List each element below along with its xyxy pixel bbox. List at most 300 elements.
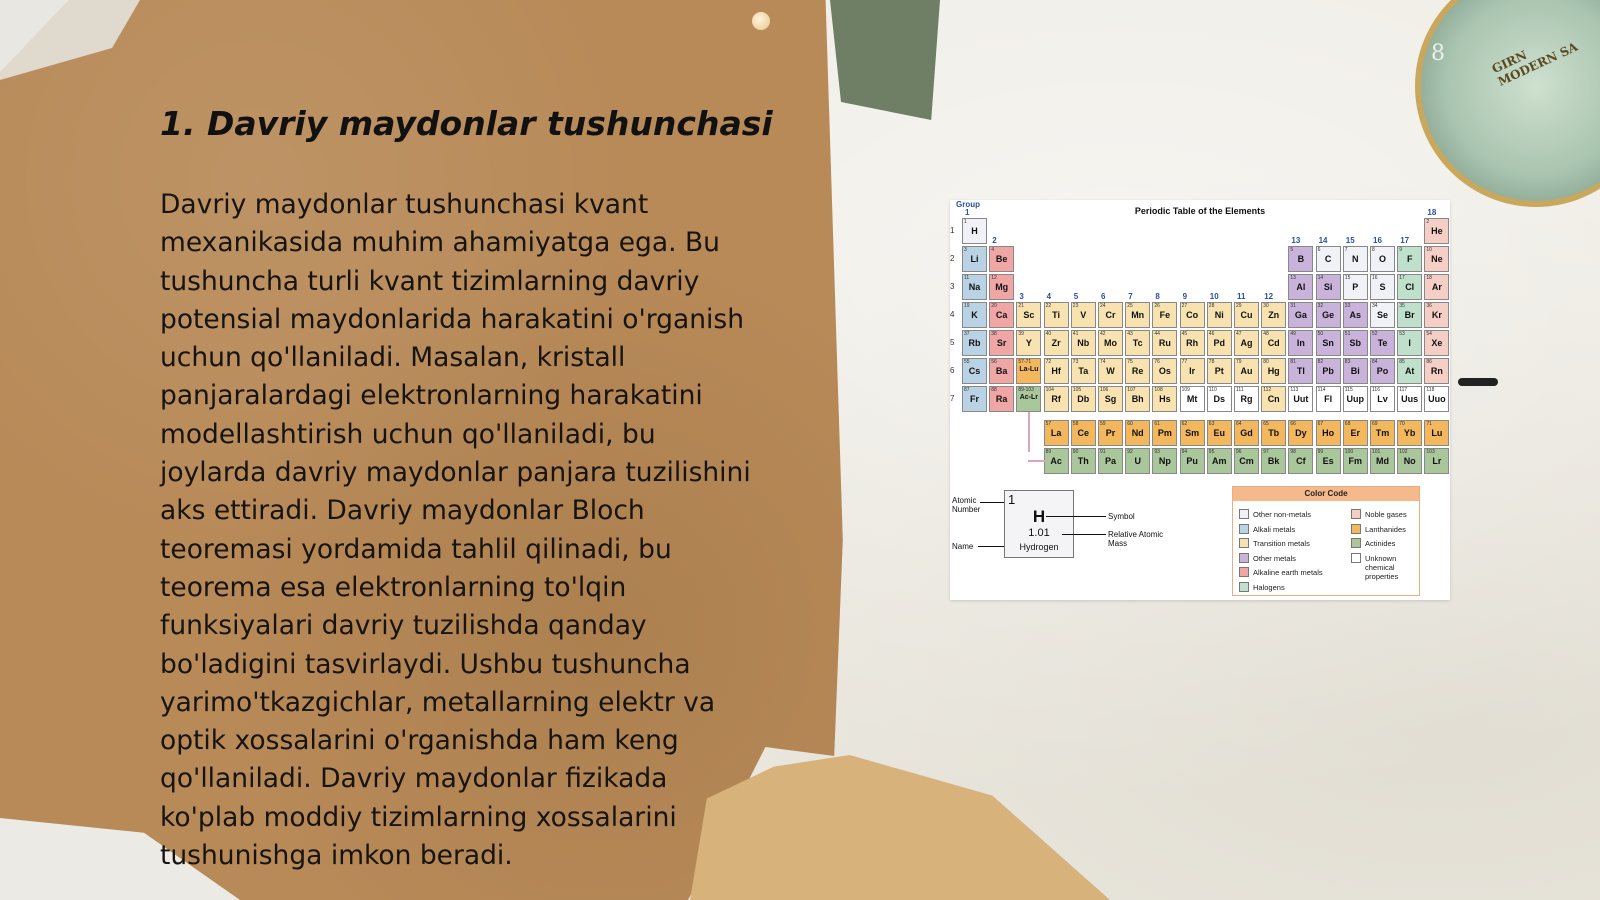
element-number: 39 bbox=[1018, 331, 1024, 337]
element-cell bbox=[1180, 386, 1205, 412]
element-symbol: Kr bbox=[1431, 310, 1442, 320]
group-number-label: 6 bbox=[1101, 292, 1106, 301]
group-number-label: 7 bbox=[1128, 292, 1133, 301]
element-cell bbox=[1016, 302, 1041, 328]
element-number: 40 bbox=[1045, 331, 1052, 337]
element-number: 74 bbox=[1100, 359, 1106, 365]
group-number-label: 14 bbox=[1318, 236, 1328, 245]
periodic-table-image bbox=[950, 200, 1450, 600]
element-number: 7 bbox=[1344, 247, 1348, 253]
element-number: 27 bbox=[1181, 303, 1188, 309]
element-number: 113 bbox=[1290, 387, 1299, 393]
element-cell bbox=[1288, 420, 1313, 446]
element-cell bbox=[1044, 302, 1069, 328]
element-number: 88 bbox=[991, 387, 997, 393]
element-number: 67 bbox=[1317, 421, 1324, 427]
element-number: 100 bbox=[1344, 449, 1354, 455]
f-block-connector bbox=[1028, 460, 1048, 462]
element-symbol: Bk bbox=[1267, 456, 1280, 466]
group-number-label: 4 bbox=[1046, 292, 1052, 301]
element-number: 75 bbox=[1127, 359, 1133, 365]
element-symbol: Y bbox=[1025, 338, 1032, 348]
element-number: 91 bbox=[1100, 449, 1106, 455]
element-number: 11 bbox=[964, 275, 970, 281]
element-symbol: Fl bbox=[1324, 394, 1333, 404]
element-cell bbox=[1207, 420, 1232, 446]
element-number: 48 bbox=[1263, 331, 1269, 337]
element-cell bbox=[1343, 246, 1368, 272]
element-number: 89-103 bbox=[1018, 387, 1034, 393]
element-cell bbox=[1044, 330, 1069, 356]
element-cell bbox=[989, 358, 1014, 384]
element-cell bbox=[1098, 330, 1123, 356]
element-symbol: Rn bbox=[1430, 366, 1443, 376]
element-symbol: K bbox=[971, 310, 978, 320]
element-cell bbox=[1424, 246, 1449, 272]
element-number: 1 bbox=[964, 219, 967, 225]
element-symbol: F bbox=[1406, 254, 1413, 264]
color-code-legend bbox=[1232, 486, 1420, 596]
element-number: 118 bbox=[1426, 387, 1435, 393]
element-cell bbox=[1370, 330, 1395, 356]
element-symbol: Cd bbox=[1267, 338, 1280, 348]
element-symbol: Tm bbox=[1375, 428, 1390, 438]
element-symbol: Nb bbox=[1077, 338, 1090, 348]
group-number-label: 13 bbox=[1291, 236, 1301, 245]
element-cell bbox=[1397, 358, 1422, 384]
element-symbol: Hf bbox=[1051, 366, 1061, 376]
element-number: 2 bbox=[1426, 219, 1430, 225]
element-symbol: Np bbox=[1158, 456, 1171, 466]
element-symbol: U bbox=[1134, 456, 1141, 466]
element-symbol: V bbox=[1080, 310, 1087, 320]
element-symbol: Cs bbox=[968, 366, 981, 376]
element-number: 117 bbox=[1399, 387, 1408, 393]
element-symbol: Rg bbox=[1240, 394, 1253, 404]
group-number-label: 10 bbox=[1209, 292, 1219, 301]
element-symbol: Ne bbox=[1431, 254, 1443, 264]
element-number: 112 bbox=[1263, 387, 1272, 393]
element-number: 102 bbox=[1399, 449, 1408, 455]
element-cell bbox=[1288, 274, 1313, 300]
element-cell bbox=[1397, 420, 1422, 446]
element-symbol: At bbox=[1404, 366, 1415, 376]
element-symbol: As bbox=[1349, 310, 1362, 320]
element-symbol: Mn bbox=[1131, 310, 1145, 320]
element-number: 57 bbox=[1045, 421, 1052, 427]
element-number: 104 bbox=[1045, 387, 1054, 393]
arrow-icon bbox=[1062, 534, 1106, 535]
element-number: 89 bbox=[1045, 449, 1052, 455]
element-symbol: Cf bbox=[1296, 456, 1306, 466]
element-cell bbox=[962, 302, 987, 328]
element-number: 103 bbox=[1426, 449, 1435, 455]
element-symbol: Be bbox=[995, 254, 1008, 264]
element-number: 4 bbox=[991, 247, 994, 253]
element-cell bbox=[1071, 448, 1096, 474]
element-number: 59 bbox=[1100, 421, 1106, 427]
element-cell bbox=[1207, 386, 1232, 412]
element-number: 56 bbox=[991, 359, 997, 365]
element-cell bbox=[1152, 448, 1177, 474]
element-number: 22 bbox=[1045, 303, 1052, 309]
element-number: 28 bbox=[1208, 303, 1215, 309]
element-cell bbox=[1397, 246, 1422, 272]
element-cell bbox=[1180, 330, 1205, 356]
element-symbol: Dy bbox=[1295, 428, 1307, 438]
element-symbol: Db bbox=[1077, 394, 1090, 404]
element-number: 36 bbox=[1426, 303, 1432, 309]
element-cell bbox=[1288, 358, 1313, 384]
element-symbol: W bbox=[1106, 366, 1115, 376]
element-cell bbox=[1207, 330, 1232, 356]
element-number: 50 bbox=[1317, 331, 1324, 337]
element-symbol: Ho bbox=[1322, 428, 1335, 438]
element-symbol: Sg bbox=[1104, 394, 1117, 404]
element-symbol: Pt bbox=[1214, 366, 1224, 376]
group-number-label: 16 bbox=[1373, 236, 1382, 245]
element-number: 3 bbox=[964, 247, 967, 253]
element-cell bbox=[1098, 358, 1123, 384]
key-mass-label: Relative Atomic Mass bbox=[1108, 530, 1164, 548]
element-cell bbox=[1424, 358, 1449, 384]
element-number: 18 bbox=[1426, 275, 1432, 281]
element-symbol: Ac bbox=[1050, 456, 1062, 466]
element-symbol: Ac-Lr bbox=[1019, 394, 1039, 401]
element-symbol: Sb bbox=[1349, 338, 1362, 348]
group-number-label: 8 bbox=[1155, 292, 1160, 301]
element-cell bbox=[1261, 420, 1286, 446]
element-symbol: Si bbox=[1323, 282, 1333, 292]
slide-title: 1. Davriy maydonlar tushunchasi bbox=[160, 104, 773, 143]
group-number-label: 3 bbox=[1019, 292, 1024, 301]
element-number: 26 bbox=[1154, 303, 1160, 309]
element-cell bbox=[1288, 330, 1313, 356]
element-cell bbox=[1316, 330, 1341, 356]
group-number-label: 9 bbox=[1182, 292, 1188, 301]
group-number-label: 18 bbox=[1427, 208, 1437, 217]
element-symbol: Fe bbox=[1159, 310, 1171, 320]
element-symbol: Xe bbox=[1431, 338, 1443, 348]
element-cell bbox=[1125, 448, 1150, 474]
element-cell bbox=[1424, 302, 1449, 328]
element-number: 12 bbox=[991, 275, 997, 281]
element-cell bbox=[1288, 386, 1313, 412]
element-number: 37 bbox=[964, 331, 970, 337]
element-number: 96 bbox=[1236, 449, 1242, 455]
element-number: 23 bbox=[1072, 303, 1079, 309]
element-cell bbox=[1424, 420, 1449, 446]
element-symbol: Lr bbox=[1432, 456, 1442, 466]
element-number: 77 bbox=[1181, 359, 1188, 365]
period-number-label: 6 bbox=[950, 366, 955, 375]
element-symbol: Ra bbox=[995, 394, 1008, 404]
color-swatch bbox=[1239, 524, 1249, 534]
element-symbol: Zr bbox=[1051, 338, 1061, 348]
element-symbol: No bbox=[1403, 456, 1416, 466]
element-number: 58 bbox=[1072, 421, 1079, 427]
color-swatch bbox=[1239, 567, 1249, 577]
element-symbol: Ds bbox=[1213, 394, 1226, 404]
element-number: 45 bbox=[1181, 331, 1188, 337]
element-cell bbox=[1234, 448, 1259, 474]
periodic-table-title: Periodic Table of the Elements bbox=[1134, 206, 1266, 216]
element-symbol: Lu bbox=[1431, 428, 1443, 438]
element-number: 79 bbox=[1236, 359, 1242, 365]
color-code-title: Color Code bbox=[1233, 487, 1419, 501]
period-number-label: 2 bbox=[950, 254, 955, 263]
element-number: 8 bbox=[1372, 247, 1375, 253]
element-cell bbox=[989, 386, 1014, 412]
arrow-icon bbox=[1046, 516, 1106, 517]
element-number: 31 bbox=[1290, 303, 1296, 309]
element-number: 107 bbox=[1127, 387, 1136, 393]
color-swatch bbox=[1239, 538, 1249, 548]
element-cell bbox=[1261, 330, 1286, 356]
element-symbol: Au bbox=[1240, 366, 1253, 376]
element-cell bbox=[1152, 302, 1177, 328]
element-symbol: Po bbox=[1376, 366, 1389, 376]
element-symbol: Ba bbox=[995, 366, 1008, 376]
element-cell bbox=[1343, 386, 1368, 412]
element-number: 24 bbox=[1100, 303, 1106, 309]
element-symbol: Rb bbox=[968, 338, 981, 348]
element-cell bbox=[1343, 448, 1368, 474]
element-number: 62 bbox=[1181, 421, 1188, 427]
element-symbol: Ta bbox=[1078, 366, 1089, 376]
element-cell bbox=[1234, 420, 1259, 446]
element-number: 25 bbox=[1127, 303, 1133, 309]
element-symbol: P bbox=[1352, 282, 1359, 292]
element-symbol: Pr bbox=[1105, 428, 1116, 438]
f-block-connector bbox=[1028, 412, 1030, 452]
green-paper-strip bbox=[830, 0, 940, 120]
color-swatch bbox=[1351, 553, 1361, 563]
element-symbol: Am bbox=[1212, 456, 1227, 466]
group-number-label: 1 bbox=[965, 208, 970, 217]
element-cell bbox=[1125, 358, 1150, 384]
element-cell bbox=[1071, 302, 1096, 328]
element-cell bbox=[1424, 448, 1449, 474]
element-symbol: Rh bbox=[1186, 338, 1199, 348]
element-number: 38 bbox=[991, 331, 997, 337]
element-number: 16 bbox=[1372, 275, 1378, 281]
element-symbol: I bbox=[1408, 338, 1411, 348]
element-cell bbox=[1424, 330, 1449, 356]
element-number: 10 bbox=[1426, 247, 1432, 253]
element-number: 111 bbox=[1236, 387, 1244, 393]
element-number: 90 bbox=[1072, 449, 1079, 455]
element-symbol: C bbox=[1324, 254, 1332, 264]
element-number: 115 bbox=[1344, 387, 1353, 393]
key-atomic-number-label: Atomic Number bbox=[952, 496, 981, 514]
element-number: 35 bbox=[1399, 303, 1405, 309]
element-symbol: Th bbox=[1077, 456, 1089, 466]
element-cell bbox=[1424, 386, 1449, 412]
element-cell bbox=[1071, 330, 1096, 356]
color-swatch bbox=[1239, 553, 1249, 563]
element-number: 86 bbox=[1426, 359, 1432, 365]
period-number-label: 7 bbox=[950, 394, 955, 403]
color-code-label: Other metals bbox=[1253, 553, 1296, 563]
element-cell bbox=[1071, 386, 1096, 412]
element-symbol: Li bbox=[970, 254, 979, 264]
element-symbol: Uuo bbox=[1428, 394, 1446, 404]
element-symbol: Hg bbox=[1267, 366, 1280, 376]
element-symbol: Pd bbox=[1213, 338, 1226, 348]
element-number: 85 bbox=[1399, 359, 1405, 365]
element-number: 21 bbox=[1018, 303, 1024, 309]
element-cell bbox=[1316, 448, 1341, 474]
element-cell bbox=[962, 246, 987, 272]
element-number: 64 bbox=[1236, 421, 1242, 427]
color-code-label: Alkaline earth metals bbox=[1253, 568, 1323, 577]
element-cell bbox=[1152, 420, 1177, 446]
element-number: 72 bbox=[1045, 359, 1052, 365]
group-number-label: 17 bbox=[1400, 236, 1410, 245]
element-cell bbox=[1125, 420, 1150, 446]
element-number: 80 bbox=[1263, 359, 1269, 365]
element-cell bbox=[1397, 386, 1422, 412]
element-symbol: Rf bbox=[1051, 394, 1061, 404]
element-symbol: S bbox=[1379, 282, 1386, 292]
element-cell bbox=[1370, 358, 1395, 384]
element-number: 20 bbox=[991, 303, 997, 309]
element-cell bbox=[962, 386, 987, 412]
element-symbol: Cn bbox=[1267, 394, 1280, 404]
element-cell bbox=[1370, 386, 1395, 412]
element-cell bbox=[1016, 358, 1041, 384]
element-symbol: Na bbox=[968, 282, 981, 292]
element-cell bbox=[1316, 358, 1341, 384]
element-symbol: Gd bbox=[1240, 428, 1253, 438]
element-key bbox=[950, 490, 1170, 580]
element-cell bbox=[1234, 302, 1259, 328]
arrow-icon bbox=[980, 502, 1004, 503]
element-symbol: La-Lu bbox=[1019, 366, 1039, 373]
element-cell bbox=[1316, 274, 1341, 300]
element-symbol: Fm bbox=[1348, 456, 1363, 466]
element-number: 53 bbox=[1399, 331, 1405, 337]
element-number: 55 bbox=[964, 359, 970, 365]
element-cell bbox=[1152, 386, 1177, 412]
element-cell bbox=[962, 358, 987, 384]
element-cell bbox=[1234, 330, 1259, 356]
element-symbol: Md bbox=[1376, 456, 1389, 466]
element-number: 33 bbox=[1344, 303, 1351, 309]
element-number: 87 bbox=[964, 387, 970, 393]
element-symbol: Zn bbox=[1268, 310, 1280, 320]
element-symbol: Mg bbox=[995, 282, 1009, 292]
element-cell bbox=[1207, 448, 1232, 474]
element-cell bbox=[1044, 420, 1069, 446]
element-number: 41 bbox=[1072, 331, 1079, 337]
element-symbol: N bbox=[1352, 254, 1359, 264]
element-number: 99 bbox=[1317, 449, 1324, 455]
element-cell bbox=[1397, 330, 1422, 356]
group-number-label: 15 bbox=[1345, 236, 1355, 245]
element-cell bbox=[1152, 358, 1177, 384]
element-cell bbox=[1370, 448, 1395, 474]
element-number: 101 bbox=[1372, 449, 1381, 455]
element-number: 42 bbox=[1100, 331, 1106, 337]
color-code-label: Lanthanides bbox=[1365, 524, 1406, 534]
element-number: 106 bbox=[1100, 387, 1109, 393]
clock-number: 8 bbox=[1431, 41, 1445, 66]
element-number: 13 bbox=[1290, 275, 1296, 281]
element-symbol: Uut bbox=[1293, 394, 1309, 404]
element-symbol: Br bbox=[1404, 310, 1415, 320]
element-symbol: Es bbox=[1322, 456, 1334, 466]
element-symbol: Ir bbox=[1189, 366, 1196, 376]
element-symbol: Pb bbox=[1322, 366, 1334, 376]
element-cell bbox=[1343, 274, 1368, 300]
element-number: 110 bbox=[1208, 387, 1217, 393]
element-number: 97 bbox=[1263, 449, 1269, 455]
element-symbol: Ag bbox=[1240, 338, 1253, 348]
element-number: 14 bbox=[1317, 275, 1324, 281]
element-symbol: Al bbox=[1296, 282, 1306, 292]
color-code-label: Unknown chemical properties bbox=[1365, 553, 1399, 581]
element-cell bbox=[1316, 246, 1341, 272]
element-cell bbox=[1316, 386, 1341, 412]
color-code-label: Noble gases bbox=[1365, 510, 1407, 519]
element-cell bbox=[1234, 386, 1259, 412]
key-mass: 1.01 bbox=[1028, 527, 1050, 539]
period-number-label: 4 bbox=[950, 310, 955, 319]
element-cell bbox=[1261, 358, 1286, 384]
element-number: 30 bbox=[1263, 303, 1269, 309]
element-cell bbox=[1234, 358, 1259, 384]
element-number: 81 bbox=[1290, 359, 1296, 365]
element-cell bbox=[1397, 302, 1422, 328]
element-number: 19 bbox=[964, 303, 970, 309]
group-number-label: 11 bbox=[1237, 292, 1246, 301]
element-symbol: Co bbox=[1186, 310, 1199, 320]
element-cell bbox=[1316, 302, 1341, 328]
element-cell bbox=[1180, 420, 1205, 446]
element-symbol: Cr bbox=[1105, 310, 1116, 320]
group-number-label: 5 bbox=[1073, 292, 1079, 301]
element-cell bbox=[1397, 274, 1422, 300]
element-cell bbox=[1288, 246, 1313, 272]
element-cell bbox=[1370, 246, 1395, 272]
element-symbol: Ti bbox=[1052, 310, 1061, 320]
ink-scribble bbox=[1458, 378, 1498, 386]
element-cell bbox=[1261, 302, 1286, 328]
element-symbol: O bbox=[1378, 254, 1386, 264]
element-number: 93 bbox=[1154, 449, 1160, 455]
element-number: 108 bbox=[1154, 387, 1163, 393]
element-symbol: Sr bbox=[996, 338, 1007, 348]
element-cell bbox=[989, 274, 1014, 300]
element-symbol: Ge bbox=[1322, 310, 1335, 320]
period-number-label: 3 bbox=[950, 282, 955, 291]
element-number: 71 bbox=[1426, 421, 1432, 427]
element-cell bbox=[1424, 274, 1449, 300]
element-cell bbox=[1071, 358, 1096, 384]
element-cell bbox=[1370, 302, 1395, 328]
color-swatch bbox=[1351, 538, 1361, 548]
element-cell bbox=[1044, 386, 1069, 412]
element-cell bbox=[1261, 386, 1286, 412]
element-number: 17 bbox=[1399, 275, 1405, 281]
element-cell bbox=[1180, 448, 1205, 474]
element-number: 65 bbox=[1263, 421, 1269, 427]
element-cell bbox=[1288, 448, 1313, 474]
element-cell bbox=[1343, 358, 1368, 384]
element-symbol: Ar bbox=[1431, 282, 1442, 292]
